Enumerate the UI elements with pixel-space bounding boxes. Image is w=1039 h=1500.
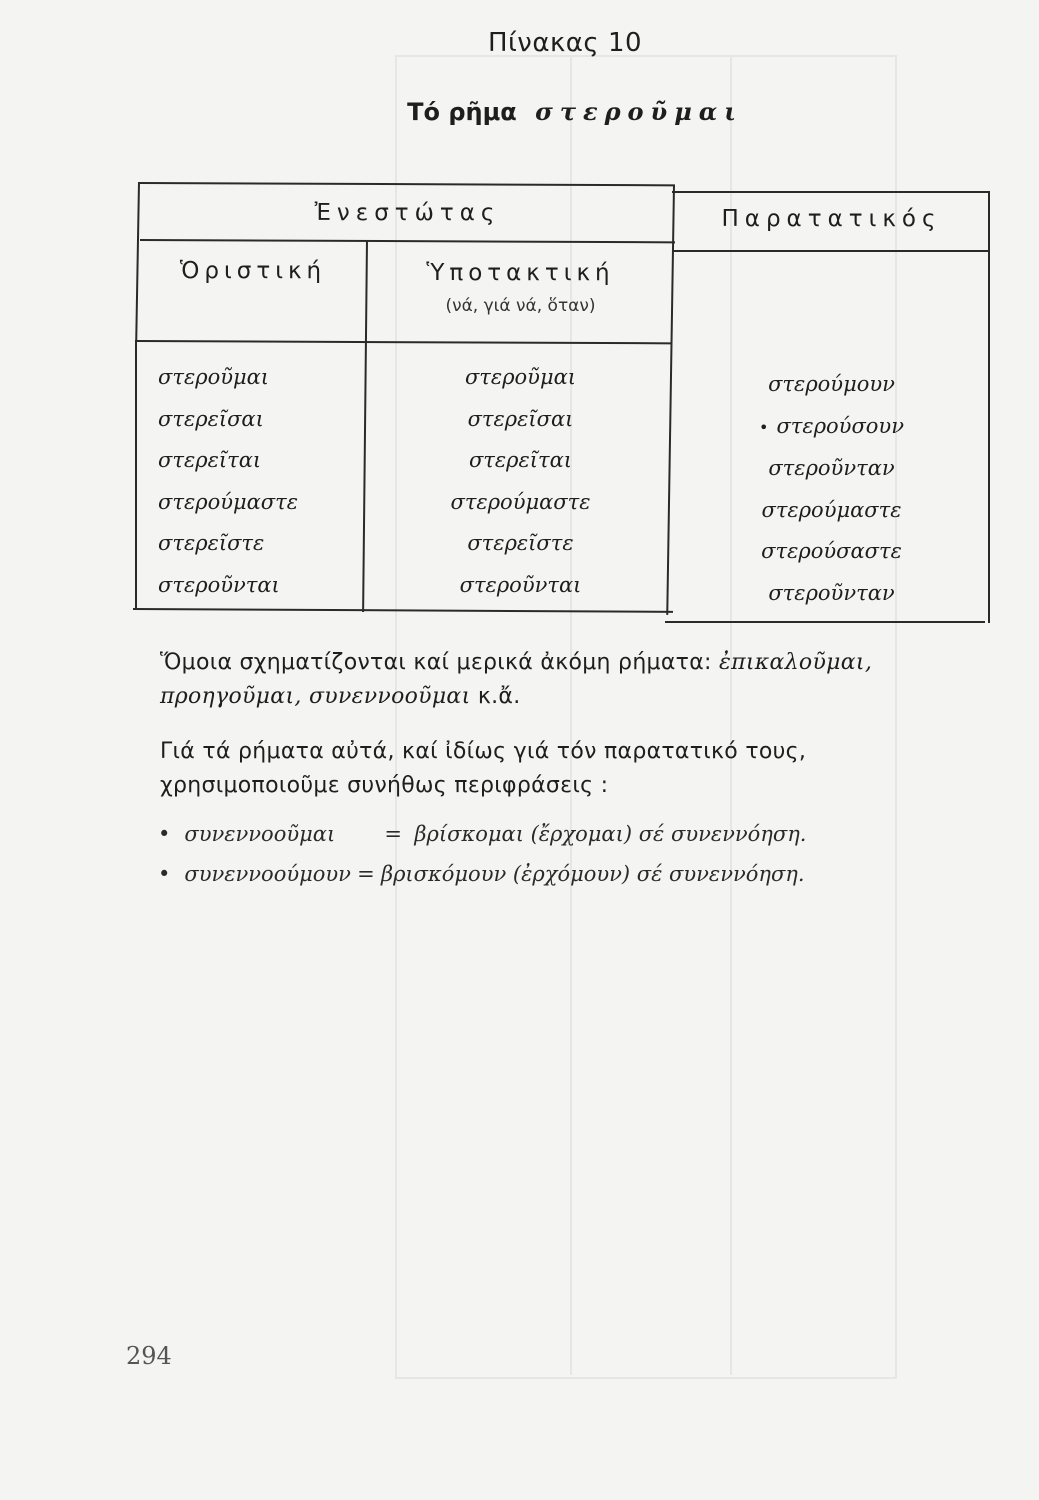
imperfect-form: στεροῦνταν	[768, 580, 895, 605]
indicative-form: στεροῦμαι	[158, 365, 270, 389]
page-title	[0, 97, 1039, 126]
subjunctive-note: (νά, γιά νά, ὅταν)	[445, 296, 596, 316]
subjunctive-form: στερεῖσαι	[467, 406, 574, 431]
table-border-top-right	[672, 191, 990, 193]
example-equals: =	[357, 862, 375, 886]
subjunctive-forms	[368, 357, 673, 606]
imperfect-forms	[675, 364, 988, 614]
similar-etc: κ.ἄ.	[477, 684, 521, 709]
bullet-dot-icon: •	[759, 417, 769, 437]
imperfect-form: στερούμουν	[768, 372, 895, 396]
title-prefix: Τό ρῆμα	[407, 98, 517, 126]
imperfect-form: στερούμαστε	[761, 497, 902, 522]
indicative-header: Ὁριστική	[179, 258, 327, 284]
example-periphrasis: βρισκόμουν (ἐρχόμουν) σέ συνεννόηση.	[380, 862, 805, 886]
bleed-through-table-divider	[570, 55, 572, 1375]
example-row	[158, 822, 806, 846]
table-rule-under-moods	[137, 340, 672, 344]
imperfect-form: στερούσουν	[776, 413, 904, 438]
table-border-right	[988, 191, 990, 623]
table-border-bottom	[133, 608, 673, 613]
subjunctive-form: στερεῖστε	[467, 531, 574, 555]
indicative-form: στερούμαστε	[158, 489, 299, 514]
table-label: Πίνακας 10	[487, 28, 643, 58]
table-rule-under-imperfect	[672, 250, 990, 252]
imperfect-form: στερούσαστε	[761, 539, 902, 563]
title-verb: στεροῦμαι	[535, 97, 743, 126]
present-header: Ἐνεστώτας	[314, 200, 501, 226]
example-row	[158, 862, 805, 886]
subjunctive-form: στερούμαστε	[450, 489, 591, 514]
example-equals: =	[384, 822, 402, 846]
subjunctive-form: στερεῖται	[468, 448, 573, 472]
periphrasis-note: Γιά τά ρήματα αὐτά, καί ἰδίως γιά τόν παρατατικό τους, χρησιμοποιοῦμε συνήθως περιφράσεις :	[160, 739, 807, 798]
similar-intro: Ὅμοια σχηματίζονται καί μερικά ἀκόμη ρήματα:	[160, 650, 712, 675]
table-rule-under-present	[140, 239, 675, 243]
table-border-bottom-right	[665, 621, 985, 623]
subjunctive-form: στεροῦμαι	[464, 365, 577, 389]
page-number: 294	[126, 1342, 172, 1370]
indicative-form: στεροῦνται	[158, 572, 280, 597]
example-term: συνεννοοῦμαι	[184, 822, 336, 846]
imperfect-form: στεροῦνταν	[768, 456, 895, 480]
example-periphrasis: βρίσκομαι (ἔρχομαι) σέ συνεννόηση.	[414, 822, 807, 846]
imperfect-form-item	[675, 406, 988, 449]
indicative-form: στερεῖσαι	[158, 406, 264, 431]
subjunctive-header: Ὑποτακτική	[426, 260, 615, 286]
bleed-through-table-divider	[730, 55, 732, 1375]
indicative-forms	[158, 357, 298, 606]
subjunctive-form: στεροῦνται	[459, 572, 582, 597]
bullet-dot-icon: •	[158, 822, 171, 846]
table-border-top	[140, 182, 675, 186]
similar-verbs-note	[160, 646, 1000, 714]
indicative-form: στερεῖστε	[158, 531, 265, 555]
imperfect-header: Παρατατικός	[721, 206, 942, 232]
table-border-left-lower	[135, 340, 137, 610]
bullet-dot-icon: •	[158, 862, 171, 886]
example-term: συνεννοούμουν	[184, 862, 351, 886]
indicative-form: στερεῖται	[158, 448, 262, 472]
bleed-through-table	[395, 55, 897, 1379]
similar-verbs: ἐπικαλοῦμαι, προηγοῦμαι, συνεννοοῦμαι	[160, 650, 873, 709]
